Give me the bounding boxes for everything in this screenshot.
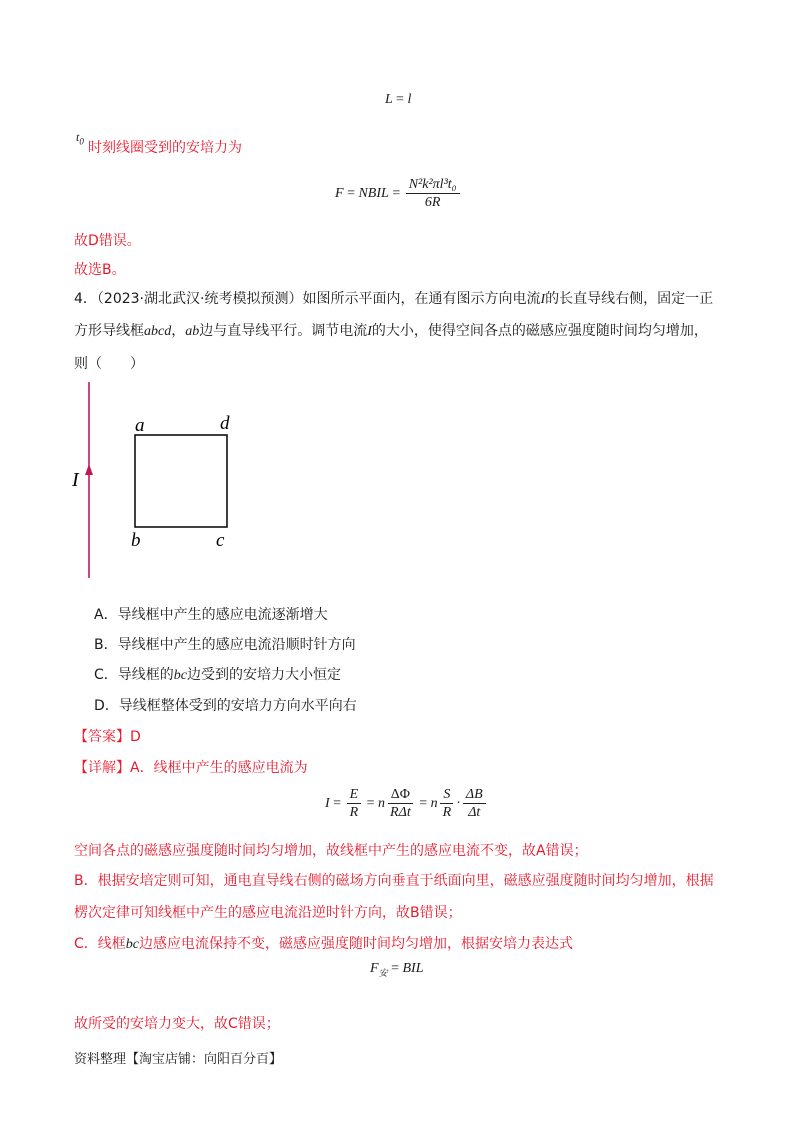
detail-c-pre: C．线框 (74, 936, 126, 952)
detail-c-line (74, 934, 573, 955)
cf-e: E (347, 786, 362, 804)
option-b[interactable] (94, 635, 356, 655)
formula-l-equals-l: L = l (385, 92, 412, 107)
formula-lhs: L (385, 92, 393, 107)
question-text-1b: 的长直导线右侧，固定一正 (545, 291, 714, 307)
option-c-pre: 导线框的 (117, 667, 174, 683)
detail-a-conclusion: 空间各点的磁感应强度随时间均匀增加，故线框中产生的感应电流不变，故A错误； (74, 843, 588, 859)
detail-c-conclusion: 故所受的安培力变大，故C错误； (74, 1016, 280, 1032)
t0-sentence: 时刻线圈受到的安培力为 (88, 140, 242, 156)
question-line-2 (74, 321, 708, 342)
option-b-key: B． (94, 637, 118, 653)
current-formula: I = $\frac{E}{R}$ = n $\frac{\Delta\Phi}{\text{RΔt}}$ = n $\frac{S}{R}$ · $\frac{\Delta B}{\Delta t}$ (325, 786, 488, 821)
answer-value: D (130, 729, 141, 745)
force-fraction (406, 176, 460, 211)
choose-b-text: 故选B。 (74, 262, 126, 278)
cf-rdt: RΔt (390, 805, 411, 820)
cf-r2: R (442, 805, 452, 820)
label-a: a (135, 415, 145, 436)
current-arrow-icon (85, 464, 93, 475)
option-c-post: 边受到的安培力大小恒定 (187, 667, 341, 683)
detail-label: 【详解】 (74, 760, 130, 776)
square-frame (135, 435, 227, 527)
ampere-force-formula: $F_安$ = BIL (370, 961, 424, 979)
cf-frac-phi (387, 786, 414, 821)
label-current-i: I (72, 469, 79, 491)
cf-frac-sr (440, 786, 455, 821)
option-d[interactable] (94, 696, 357, 716)
t0-sub: 0 (79, 136, 84, 147)
af-sub: 安 (378, 968, 388, 979)
question-text-2b: 边与直导线平行。调节电流 (199, 323, 368, 339)
question-source: （2023·湖北武汉·统考模拟预测） (96, 291, 303, 307)
force-lhs: F (335, 185, 344, 201)
option-a[interactable] (94, 605, 328, 625)
option-a-text: 导线框中产生的感应电流逐渐增大 (117, 607, 328, 623)
question-sep: ， (171, 323, 186, 339)
cf-frac-er (347, 786, 362, 821)
force-mid: NBIL (358, 185, 389, 201)
var-i-2: I (367, 324, 372, 339)
detail-b-line-2: 楞次定律可知线框中产生的感应电流沿逆时针方向，故B错误； (74, 905, 462, 921)
question-text-1a: 如图所示平面内，在通有图示方向电流 (302, 291, 541, 307)
d-wrong-text: 故D错误。 (74, 233, 141, 249)
question-text-2a: 方形导线框 (74, 323, 144, 339)
cf-n2: n (430, 795, 438, 811)
option-c-key: C． (94, 667, 118, 683)
var-i: I (540, 292, 546, 307)
wire-frame-figure (60, 380, 260, 585)
af-lhs: F (370, 961, 379, 976)
option-c-var: bc (173, 668, 187, 683)
cf-n1: n (378, 795, 386, 811)
answer-line (74, 727, 141, 747)
detail-a-intro: A．线框中产生的感应电流为 (130, 760, 308, 776)
label-c: c (216, 530, 225, 551)
cf-dt: Δt (468, 805, 481, 820)
t0-symbol (76, 130, 84, 146)
option-d-text: 导线框整体受到的安培力方向水平向右 (118, 698, 357, 714)
detail-c-post: 边感应电流保持不变，磁感应强度随时间均匀增加，根据安培力表达式 (139, 936, 573, 952)
question-line-1 (74, 289, 713, 310)
option-b-text: 导线框中产生的感应电流沿顺时针方向 (117, 637, 356, 653)
var-ab: ab (185, 324, 200, 339)
force-denominator: 6R (424, 195, 441, 210)
question-text-2c: 的大小，使得空间各点的磁感应强度随时间均匀增加， (371, 323, 708, 339)
t0-base: t (76, 130, 80, 144)
cf-frac-bt (463, 786, 486, 821)
cf-lhs: I (325, 795, 330, 811)
formula-rhs: l (407, 92, 412, 107)
option-c[interactable] (94, 665, 341, 686)
answer-label: 【答案】 (74, 729, 130, 745)
option-d-key: D． (94, 698, 119, 714)
question-line-3: 则（ ） (74, 356, 144, 372)
var-abcd: abcd (144, 324, 172, 339)
force-formula: F = NBIL = $\frac{\text{N²k²πl³t₀}}{6R}$ (335, 176, 462, 211)
cf-dphi: ΔΦ (388, 786, 413, 804)
detail-c-var: bc (125, 937, 139, 952)
detail-intro (74, 758, 308, 778)
force-numerator: N²k²πl³t₀ (406, 176, 460, 194)
detail-b-line-1: B．根据安培定则可知，通电直导线右侧的磁场方向垂直于纸面向里，磁感应强度随时间均匀增加，根据 (74, 873, 714, 889)
label-b: b (131, 530, 141, 551)
cf-s: S (440, 786, 453, 804)
option-a-key: A． (94, 607, 118, 623)
cf-r: R (349, 805, 359, 820)
af-rhs: BIL (402, 961, 424, 976)
footer-source: 资料整理【淘宝店铺：向阳百分百】 (74, 1052, 283, 1067)
question-number: 4． (74, 291, 97, 307)
label-d: d (220, 413, 230, 434)
cf-db: ΔB (463, 786, 486, 804)
